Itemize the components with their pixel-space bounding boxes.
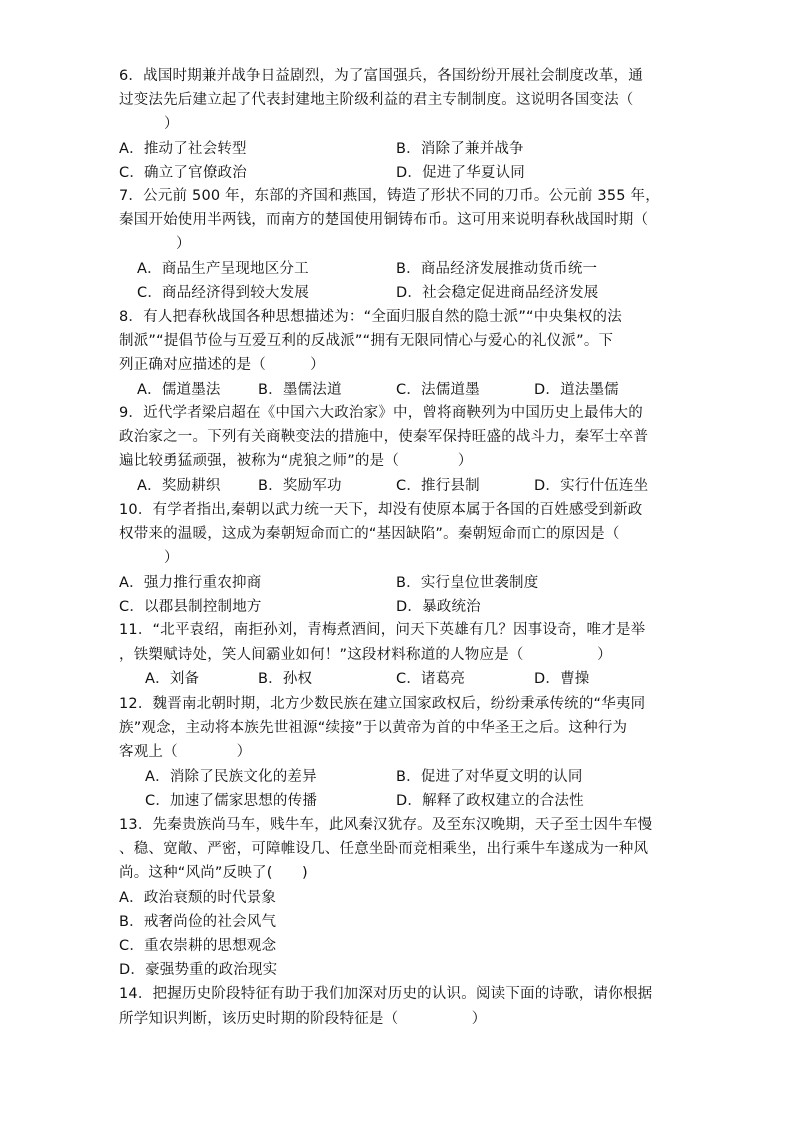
q9-stem-line-1: 9．近代学者梁启超在《中国六大政治家》中，曾将商鞅列为中国历史上最伟大的 bbox=[119, 405, 643, 421]
q12-stem-line-1: 12．魏晋南北朝时期，北方少数民族在建立国家政权后，纷纷秉承传统的“华夷同 bbox=[119, 696, 646, 712]
q8-stem-line-3: 列正确对应描述的是（ ） bbox=[119, 357, 325, 373]
q13-stem-line-3: 尚。这种“风尚”反映了( ) bbox=[119, 865, 308, 881]
q7-option-b: B．商品经济发展推动货币统一 bbox=[396, 261, 598, 277]
q13-stem-line-1: 13．先秦贵族尚马车，贱牛车，此风秦汉犹存。及至东汉晚期，天子至士因牛车慢 bbox=[119, 817, 653, 833]
q11-option-c: C．诸葛亮 bbox=[396, 671, 466, 687]
q8-option-d: D．道法墨儒 bbox=[534, 382, 619, 398]
q12-stem-line-2: 族”观念，主动将本族先世祖源“续接”于以黄帝为首的中华圣王之后。这种行为 bbox=[119, 720, 628, 736]
q11-option-d: D．曹操 bbox=[534, 671, 590, 687]
q12-option-c: C．加速了儒家思想的传播 bbox=[145, 793, 318, 809]
q6-option-a: A．推动了社会转型 bbox=[119, 141, 247, 157]
q14-stem-line-2: 所学知识判断，该历史时期的阶段特征是（ ） bbox=[119, 1011, 487, 1027]
q7-option-d: D．社会稳定促进商品经济发展 bbox=[396, 285, 599, 301]
q7-option-a: A．商品生产呈现地区分工 bbox=[137, 261, 309, 277]
q8-option-a: A．儒道墨法 bbox=[137, 382, 221, 398]
q11-option-a: A．刘备 bbox=[145, 671, 200, 687]
q14-stem-line-1: 14．把握历史阶段特征有助于我们加深对历史的认识。阅读下面的诗歌，请你根据 bbox=[119, 986, 653, 1002]
q8-option-c: C．法儒道墨 bbox=[396, 382, 480, 398]
q6-option-b: B．消除了兼并战争 bbox=[396, 141, 524, 157]
q13-option-b: B．戒奢尚俭的社会风气 bbox=[119, 914, 277, 930]
q7-stem-line-2: 秦国开始使用半两钱，而南方的楚国使用铜铸布币。这可用来说明春秋战国时期（ bbox=[119, 212, 649, 228]
q10-option-c: C．以郡县制控制地方 bbox=[119, 599, 262, 615]
q8-stem-line-1: 8．有人把春秋战国各种思想描述为：“全面归服自然的隐士派”“中央集权的法 bbox=[119, 309, 622, 325]
q10-stem-line-3: ） bbox=[164, 550, 179, 566]
q7-option-c: C．商品经济得到较大发展 bbox=[137, 285, 310, 301]
q10-stem-line-1: 10．有学者指出,秦朝以武力统一天下，却没有使原本属于各国的百姓感受到新政 bbox=[119, 502, 643, 518]
q8-stem-line-2: 制派”“提倡节俭与互爱互利的反战派”“拥有无限同情心与爱心的礼仪派”。下 bbox=[119, 333, 614, 349]
q12-stem-line-3: 客观上（ ） bbox=[119, 744, 252, 760]
q11-stem-line-1: 11．“北平袁绍，南拒孙刘，青梅煮酒间，问天下英雄有几？因事设奇，唯才是举 bbox=[119, 622, 646, 638]
q8-option-b: B．墨儒法道 bbox=[258, 382, 342, 398]
q9-stem-line-3: 遍比较勇猛顽强，被称为“虎狼之师”的是（ ） bbox=[119, 453, 473, 469]
q13-option-d: D．豪强势重的政治现实 bbox=[119, 962, 278, 978]
q11-option-b: B．孙权 bbox=[258, 671, 313, 687]
q10-option-d: D．暴政统治 bbox=[396, 599, 481, 615]
q7-stem-line-1: 7．公元前 500 年，东部的齐国和燕国，铸造了形状不同的刀币。公元前 355 年， bbox=[119, 188, 660, 204]
q10-option-b: B．实行皇位世袭制度 bbox=[396, 575, 539, 591]
q13-option-a: A．政治衰颓的时代景象 bbox=[119, 890, 277, 906]
q6-stem-line-3: ） bbox=[164, 116, 179, 132]
q12-option-a: A．消除了民族文化的差异 bbox=[145, 769, 317, 785]
q9-stem-line-2: 政治家之一。下列有关商鞅变法的措施中，使秦军保持旺盛的战斗力，秦军士卒普 bbox=[119, 429, 649, 445]
q9-option-d: D．实行什伍连坐 bbox=[534, 478, 649, 494]
q7-stem-line-3: ） bbox=[176, 236, 191, 252]
q11-stem-line-2: ，铁槊赋诗处，笑人间霸业如何！”这段材料称道的人物应是（ ） bbox=[119, 647, 612, 663]
q6-stem-line-2: 过变法先后建立起了代表封建地主阶级利益的君主专制制度。这说明各国变法（ bbox=[119, 92, 634, 108]
q6-option-c: C．确立了官僚政治 bbox=[119, 165, 247, 181]
q12-option-b: B．促进了对华夏文明的认同 bbox=[396, 769, 583, 785]
q10-option-a: A．强力推行重农抑商 bbox=[119, 575, 262, 591]
q10-stem-line-2: 权带来的温暖，这成为秦朝短命而亡的“基因缺陷”。秦朝短命而亡的原因是（ bbox=[119, 526, 620, 542]
q9-option-a: A．奖励耕织 bbox=[137, 478, 221, 494]
q13-option-c: C．重农崇耕的思想观念 bbox=[119, 938, 277, 954]
q6-stem-line-1: 6．战国时期兼并战争日益剧烈，为了富国强兵，各国纷纷开展社会制度改革，通 bbox=[119, 68, 643, 84]
q12-option-d: D．解释了政权建立的合法性 bbox=[396, 793, 584, 809]
q6-option-d: D．促进了华夏认同 bbox=[396, 165, 525, 181]
q9-option-b: B．奖励军功 bbox=[258, 478, 342, 494]
q13-stem-line-2: 、稳、宽敞、严密，可障帷设几、任意坐卧而竞相乘坐，出行乘牛车遂成为一种风 bbox=[119, 841, 649, 857]
q9-option-c: C．推行县制 bbox=[396, 478, 480, 494]
